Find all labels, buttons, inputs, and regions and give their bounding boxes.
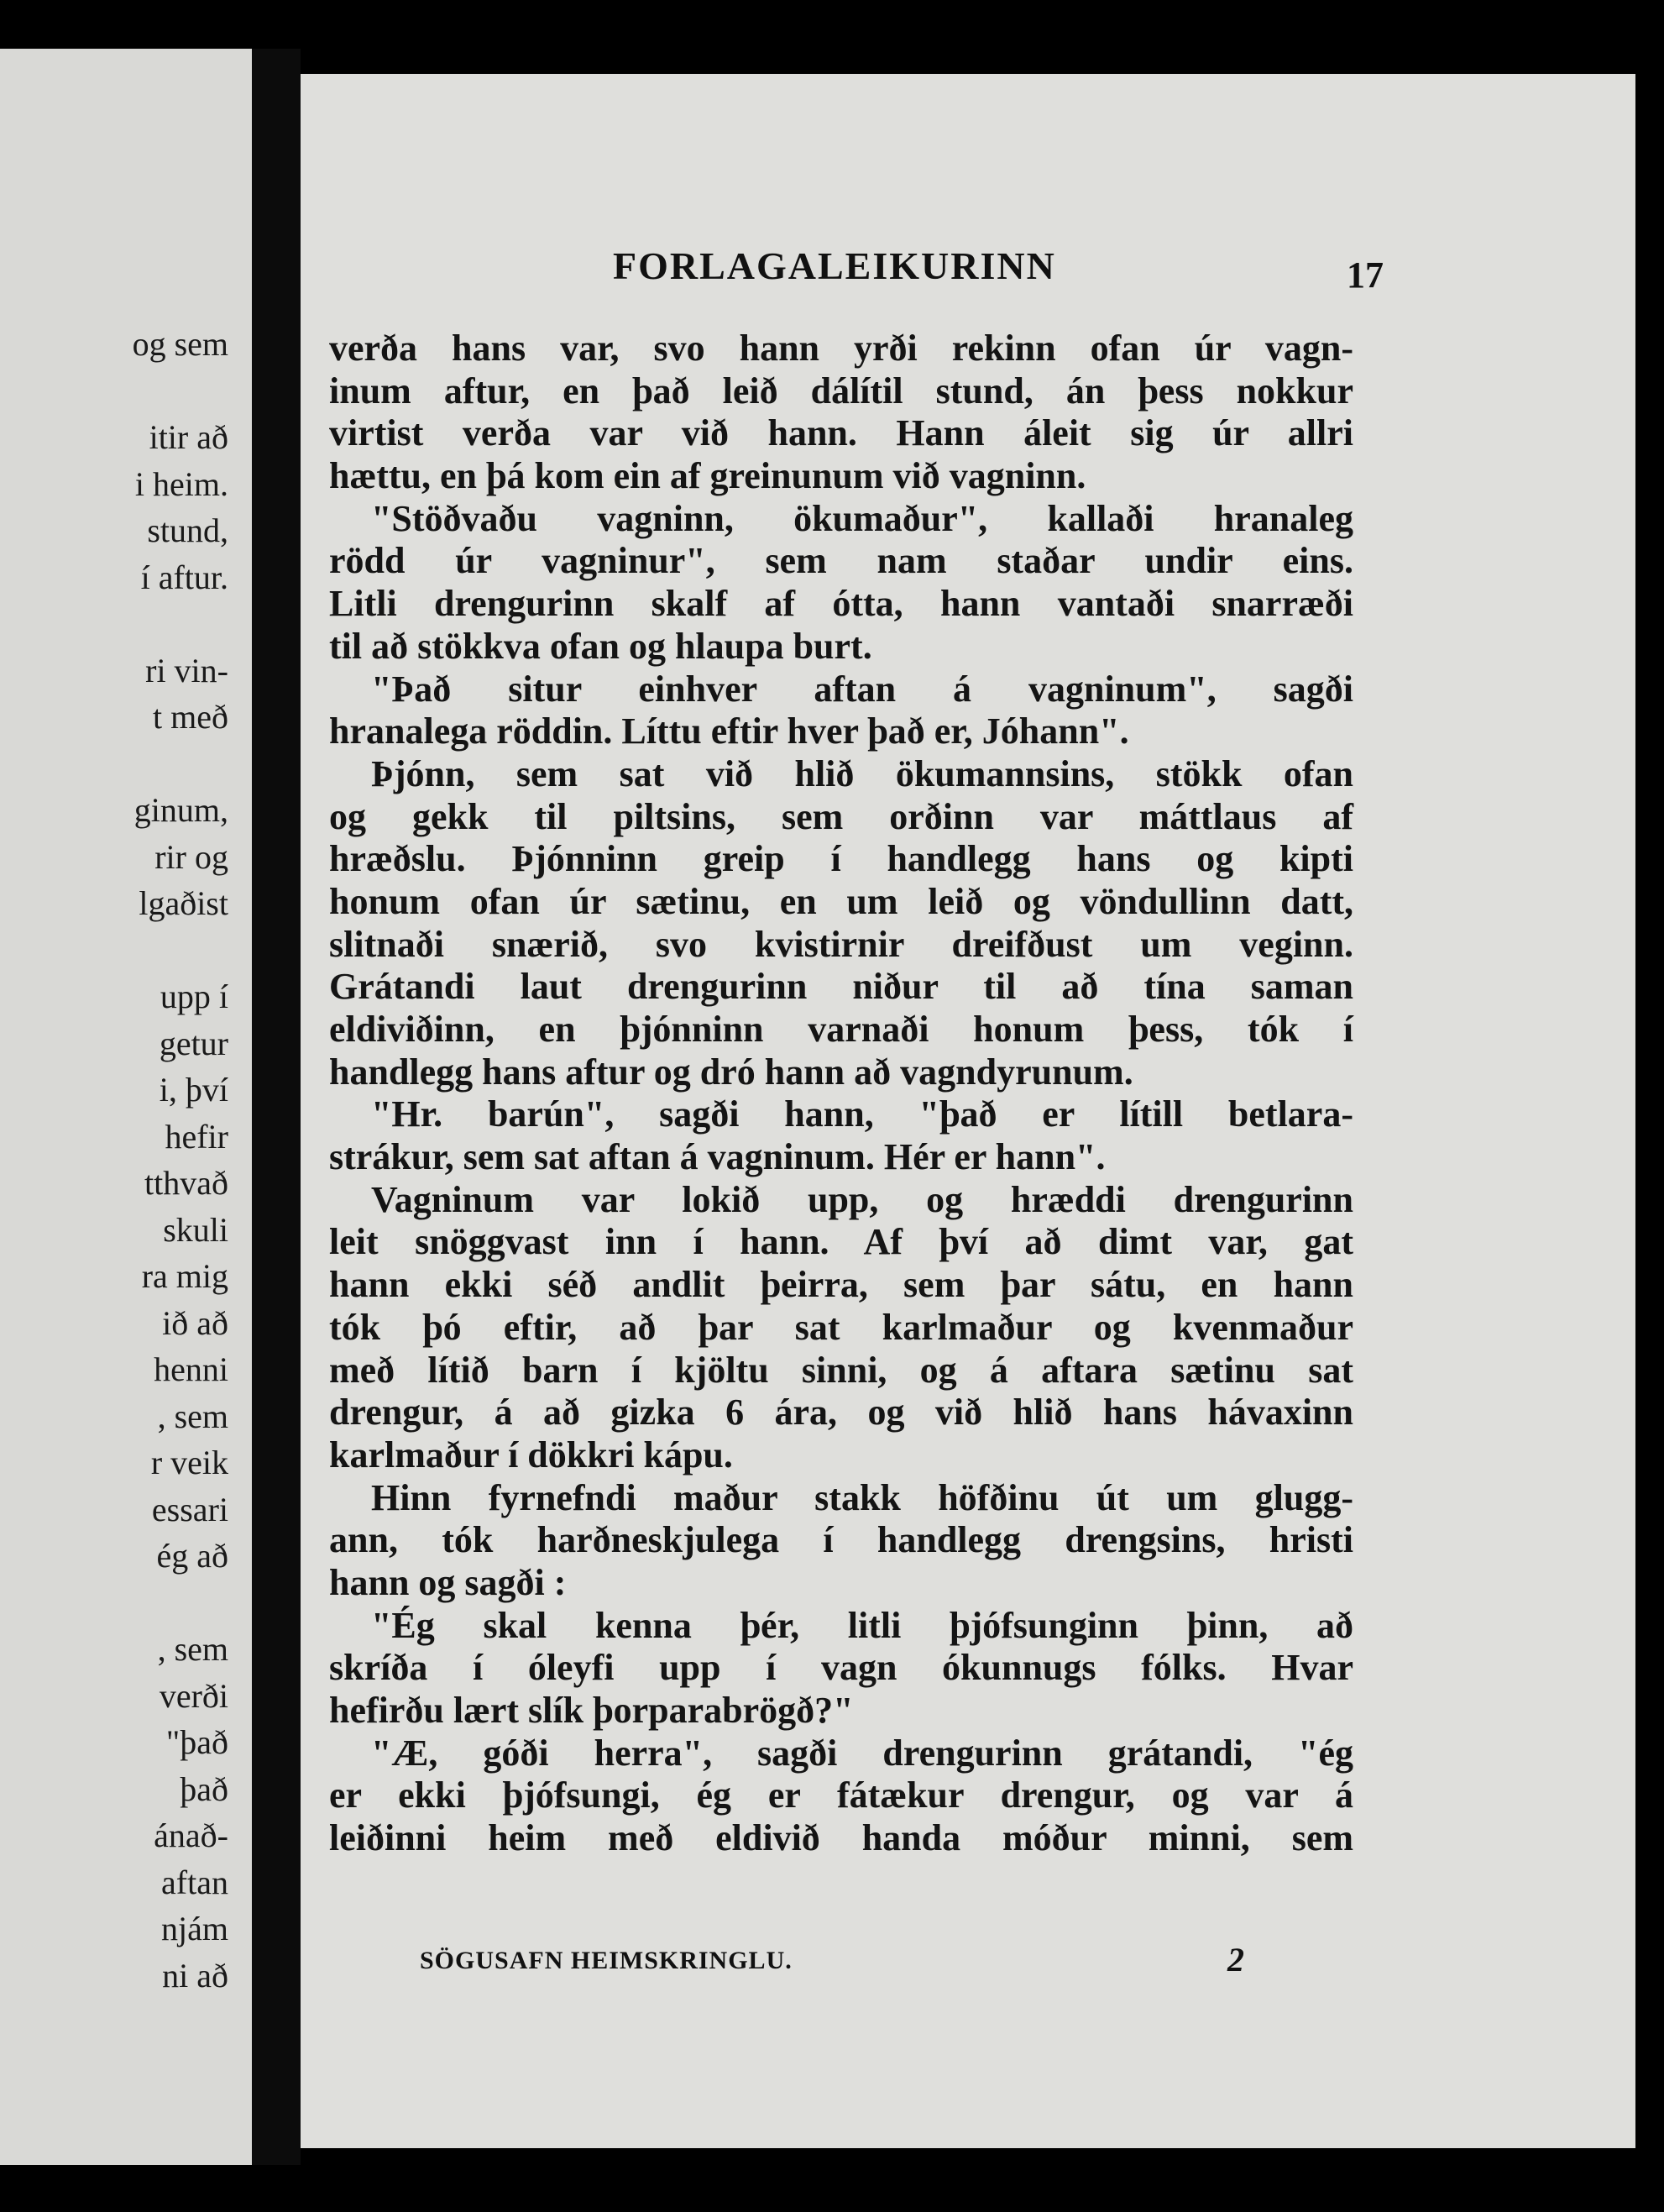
facing-page-line: i heim. xyxy=(134,464,228,503)
facing-page-line: ni að xyxy=(162,1956,228,1994)
facing-page-line: henni xyxy=(154,1350,228,1388)
facing-page-line: i, því xyxy=(159,1071,228,1109)
facing-page-line: stund, xyxy=(147,511,228,549)
facing-page-line: og sem xyxy=(132,325,228,363)
facing-page-line: t með xyxy=(153,698,228,736)
text-line: "Ég skal kenna þér, litli þjófsunginn þinn, að xyxy=(371,1604,1353,1646)
text-line: hræðslu. Þjónninn greip í handlegg hans og kipti xyxy=(329,838,1353,880)
facing-page-line: itir að xyxy=(149,418,228,456)
text-line: hefirðu lært slík þorparabrögð?" xyxy=(329,1690,854,1731)
signature-mark: 2 xyxy=(1227,1941,1244,1979)
facing-page-line: njám xyxy=(161,1910,228,1947)
facing-page-line: tthvað xyxy=(144,1164,228,1202)
text-line: hættu, en þá kom ein af greinunum við vagninn. xyxy=(329,455,1086,497)
text-line: verða hans var, svo hann yrði rekinn ofan úr vagn- xyxy=(329,328,1353,369)
running-header: FORLAGALEIKURINN xyxy=(613,244,1056,287)
text-line: og gekk til piltsins, sem orðinn var máttlaus af xyxy=(329,795,1353,837)
text-line: leit snöggvast inn í hann. Af því að dimt var, gat xyxy=(329,1221,1353,1263)
text-line: Litli drengurinn skalf af ótta, hann vantaði snarræði xyxy=(329,583,1353,625)
text-line: með lítið barn í kjöltu sinni, og á aftara sætinu sat xyxy=(329,1349,1353,1391)
facing-page-line: rir og xyxy=(154,837,228,876)
text-line: honum ofan úr sætinu, en um leið og vöndullinn datt, xyxy=(329,880,1353,922)
body-text xyxy=(329,328,1353,1860)
book-gutter xyxy=(252,49,301,2165)
text-line: hann ekki séð andlit þeirra, sem þar sátu, en hann xyxy=(329,1264,1353,1306)
facing-page-line: ánað- xyxy=(154,1816,228,1854)
text-line: eldiviðinn, en þjónninn varnaði honum þess, tók í xyxy=(329,1009,1353,1050)
text-line: er ekki þjófsungi, ég er fátækur drengur, og var á xyxy=(329,1774,1353,1816)
facing-page-line: það xyxy=(180,1769,228,1808)
footer-imprint: SÖGUSAFN HEIMSKRINGLU. xyxy=(420,1947,793,1974)
text-line: leiðinni heim með eldivið handa móður minni, sem xyxy=(329,1817,1353,1859)
text-line: "Stöðvaðu vagninn, ökumaður", kallaði hranaleg xyxy=(371,497,1353,539)
facing-page-line: r veik xyxy=(150,1444,228,1481)
text-line: til að stökkva ofan og hlaupa burt. xyxy=(329,625,872,667)
facing-page-line: getur xyxy=(159,1024,228,1062)
text-line: "Æ, góði herra", sagði drengurinn grátandi, "ég xyxy=(371,1732,1353,1774)
facing-page-line: "það xyxy=(165,1723,228,1761)
text-line: hranalega röddin. Líttu eftir hver það er, Jóhann". xyxy=(329,710,1129,752)
facing-page-line: skuli xyxy=(163,1210,228,1249)
facing-page-line: essari xyxy=(151,1490,228,1528)
text-line: Grátandi laut drengurinn niður til að tína saman xyxy=(329,966,1353,1008)
text-line: "Það situr einhver aftan á vagninum", sagði xyxy=(371,668,1353,710)
text-line: Hinn fyrnefndi maður stakk höfðinu út um glugg- xyxy=(371,1476,1353,1518)
text-line: tók þó eftir, að þar sat karlmaður og kvenmaður xyxy=(329,1306,1353,1348)
text-line: ann, tók harðneskjulega í handlegg drengsins, hristi xyxy=(329,1519,1353,1561)
page-number: 17 xyxy=(1347,254,1384,296)
facing-page-line: hefir xyxy=(165,1117,228,1156)
text-line: slitnaði snærið, svo kvistirnir dreifðust um veginn. xyxy=(329,923,1353,965)
text-line: virtist verða var við hann. Hann áleit sig úr allri xyxy=(329,412,1353,454)
facing-page-line: ég að xyxy=(156,1537,228,1575)
text-line: drengur, á að gizka 6 ára, og við hlið hans hávaxinn xyxy=(329,1392,1353,1434)
text-line: Þjónn, sem sat við hlið ökumannsins, stökk ofan xyxy=(371,752,1353,794)
facing-page-fragment xyxy=(0,49,252,2165)
facing-page-line: upp í xyxy=(160,978,228,1015)
facing-page-line: í aftur. xyxy=(140,558,228,596)
text-line: hann og sagði : xyxy=(329,1561,567,1603)
text-line: strákur, sem sat aftan á vagninum. Hér er hann". xyxy=(329,1136,1106,1178)
text-line: karlmaður í dökkri kápu. xyxy=(329,1434,733,1476)
text-line: inum aftur, en það leið dálítil stund, án þess nokkur xyxy=(329,370,1353,411)
text-line: rödd úr vagninur", sem nam staðar undir eins. xyxy=(329,540,1353,582)
facing-page-line: , sem xyxy=(157,1630,228,1668)
facing-page-line: ri vin- xyxy=(145,651,228,689)
text-line: skríða í óleyfi upp í vagn ókunnugs fólks. Hvar xyxy=(329,1647,1353,1689)
text-line: "Hr. barún", sagði hann, "það er lítill betlara- xyxy=(371,1093,1353,1135)
text-line: handlegg hans aftur og dró hann að vagndyrunum. xyxy=(329,1051,1133,1093)
facing-page-line: verði xyxy=(159,1676,228,1715)
text-line: Vagninum var lokið upp, og hræddi drengurinn xyxy=(371,1178,1353,1220)
facing-page-line: aftan xyxy=(161,1863,228,1901)
facing-page-line: lgaðist xyxy=(139,884,228,922)
facing-page-line: , sem xyxy=(157,1397,228,1435)
facing-page-line: ra mig xyxy=(141,1257,228,1295)
facing-page-line: ginum, xyxy=(133,791,228,829)
facing-page-line: ið að xyxy=(162,1303,228,1342)
